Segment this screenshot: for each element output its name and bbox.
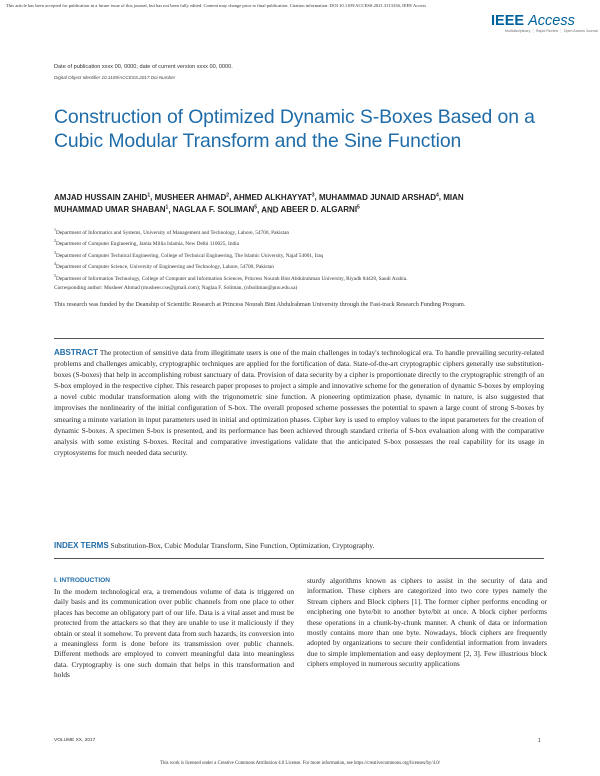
logo-tagline: Multidisciplinary ⋮ Rapid Review ⋮ Open Access Journal <box>505 29 598 33</box>
corresponding-author: Corresponding author: Musheer Ahmad (musheer.cse@gmail.com); Naglaa F. Soliman, (nfsoliman@pnu.edu.sa) <box>54 285 298 291</box>
index-terms-text: Substitution-Box, Cubic Modular Transform, Sine Function, Optimization, Cryptography. <box>110 541 375 550</box>
abstract-label: ABSTRACT <box>54 348 98 357</box>
author-name: MUSHEER AHMAD <box>154 192 227 202</box>
logo-brand-bold: IEEE <box>491 13 525 29</box>
footer-volume: VOLUME XX, 2017 <box>54 738 96 743</box>
affiliation-text: Department of Computer Science, University of Engineering and Technology, Lahore, 54700, Pakistan <box>56 264 274 271</box>
license-notice: This work is licensed under a Creative Commons Attribution 4.0 License. For more information, see https://creativecommons.org/licenses/by/4.0/ <box>160 761 440 766</box>
affiliation-text: Department of Information Technology, College of Computer and Information Sciences, Princess Nourah Bint Abdulrahman University, Riyadh 84428, Saudi Arabia. <box>56 275 408 282</box>
author-affiliation-marker: 1 <box>165 204 169 211</box>
author-affiliation-marker: 3 <box>311 192 315 198</box>
paper-title: Construction of Optimized Dynamic S-Boxes Based on a Cubic Modular Transform and the Sine Function <box>54 106 535 152</box>
author <box>155 193 229 202</box>
footer-page-number: 1 <box>538 738 541 744</box>
affiliation-marker: 4 <box>54 261 56 267</box>
abstract <box>54 347 544 458</box>
doi-line: Digital Object Identifier 10.1109/ACCESS.2017.Doi Number <box>54 75 176 80</box>
abstract-text: The protection of sensitive data from illegitimate users is one of the main challenges in today's technological era. To handle prevailing security-related problems and challenges amicably, cryptographic techniques are applied for the fortification of data. State-of-the-art cryptographic ciphers generally use substitution-boxes (S-boxes) that help in accomplishing robust sanctuary of data. Provision of data security by a cipher is proportionate directly to the cryptographic strength of an S-box employed in the respective cipher. This research paper proposes to project a simple and innovative scheme for the generation of dynamic S-boxes by employing a novel cubic modular transformation along with the trigonometric sine function. A pioneering optimization phase, dynamic in nature, is also suggested that improvises the nonlinearity of the initial configuration of S-box. The overall proposed scheme possesses the potential to spawn a large count of strong S-boxes by smearing a minute variation in input parameters used in initial and optimization phases. Cipher key is used to employ values to the input parameters for the creation of dynamic S-boxes. A specimen S-box is presented, and its performance has been achieved through standard criteria of S-box evaluation along with the comparative analysis with some existing S-boxes. Recital and comparative investigations validate that the anticipated S-box possesses the real capability for its usage in cryptosystems for much needed data security. <box>54 348 544 457</box>
affiliation-marker: 5 <box>54 272 56 278</box>
body-column-left: In the modern technological era, a tremendous volume of data is triggered on daily basis and its communication over public channels from one place to other places has become an obligatory part of our life. Data is a vital asset and must be protected from the attackers so that they are unable to use it maliciously if they obtain or steal it somehow. To prevent data from such hazards, its conversion into a meaningless form is done before its transmission over public channels. Different methods are employed to convert meaningful data into meaningless data. Cryptography is one such domain that helps in this transformation and holds <box>54 587 294 680</box>
affiliation <box>54 249 544 260</box>
body-column-right: sturdy algorithms known as ciphers to assist in the security of data and information. These ciphers are categorized into two core types namely the Stream ciphers and Block ciphers [1]. The former cipher performs encoding or enciphering one byte/bit to another byte/bit at once. A block cipher performs these operations in a chunk-by-chunk manner. A chunk of data or information mostly contains more than one byte. Nowadays, block ciphers are frequently adopted by organizations to secure their confidential information from invaders due to simple implementation and easy deployment [2, 3]. Few illustrious block ciphers employed in numerous security applications <box>307 576 547 669</box>
author <box>54 193 150 202</box>
author <box>319 193 439 202</box>
affiliation <box>54 237 544 248</box>
author-name: NAGLAA F. SOLIMAN <box>172 205 255 215</box>
affiliation-marker: 3 <box>54 249 56 255</box>
author <box>173 205 257 214</box>
author-name: MUHAMMAD JUNAID ARSHAD <box>318 192 437 202</box>
logo-brand <box>491 13 591 29</box>
author-affiliation-marker: 5 <box>254 204 258 211</box>
affiliation-text: Department of Computer Technical Engineering, College of Technical Engineering, The Islamic University, Najaf 54001, Iraq <box>56 252 324 259</box>
affiliation <box>54 260 544 271</box>
affiliation-text: Department of Computer Engineering, Jamia Millia Islamia, New Delhi 110025, India <box>56 241 239 248</box>
author-name: ABEER D. ALGARNI <box>280 205 358 215</box>
author-name: MIAN MUHAMMAD UMAR SHABAN <box>54 192 464 215</box>
section-heading-introduction: I. INTRODUCTION <box>54 577 111 584</box>
publication-dates: Date of publication xxxx 00, 0000, date of current version xxxx 00, 0000. <box>54 64 233 70</box>
author <box>280 205 359 214</box>
author-affiliation-marker: 1 <box>147 192 151 198</box>
author-affiliation-marker: 2 <box>226 192 230 198</box>
abstract-bottom-rule <box>54 558 544 559</box>
author-name: AHMED ALKHAYYAT <box>233 192 312 202</box>
affiliation <box>54 226 544 237</box>
affiliation-text: Department of Informatics and Systems, University of Management and Technology, Lahore, 54700, Pakistan <box>56 229 290 236</box>
author-affiliation-marker: 4 <box>436 192 439 198</box>
ieee-access-logo <box>491 13 598 37</box>
author-affiliation-marker: 5 <box>357 204 360 211</box>
affiliation-list <box>54 226 544 283</box>
affiliation-marker: 2 <box>54 238 56 244</box>
abstract-top-rule <box>54 338 544 339</box>
affiliation-marker: 1 <box>54 227 56 232</box>
author-name: AMJAD HUSSAIN ZAHID <box>54 192 148 202</box>
affiliation <box>54 272 544 283</box>
index-terms-label: INDEX TERMS <box>54 541 109 550</box>
preprint-notice: This article has been accepted for publication in a future issue of this journal, but has not been fully edited. Content may change prior to final publication. Citation information: DOI 10.1109/ACCESS.2021.3113336, IEEE Access <box>6 3 427 8</box>
author-list: AMJAD HUSSAIN ZAHID$^1$, MUSHEER AHMAD$^2$, AHMED ALKHAYYAT$^3$, MUHAMMAD JUNAID ARSHAD$^4$, MIAN MUHAMMAD UMAR SHABAN$^1$, NAGLAA F. SOLIMAN$^5$, AND ABEER D. ALGARNI$^5$ <box>54 192 464 215</box>
author <box>233 193 314 202</box>
index-terms <box>54 541 544 551</box>
funding-statement: This research was funded by the Deanship of Scientific Research at Princess Nourah Bint Abdulrahman University through the Fast-track Research Funding Program. <box>54 301 466 308</box>
logo-brand-italic: Access <box>528 13 575 29</box>
